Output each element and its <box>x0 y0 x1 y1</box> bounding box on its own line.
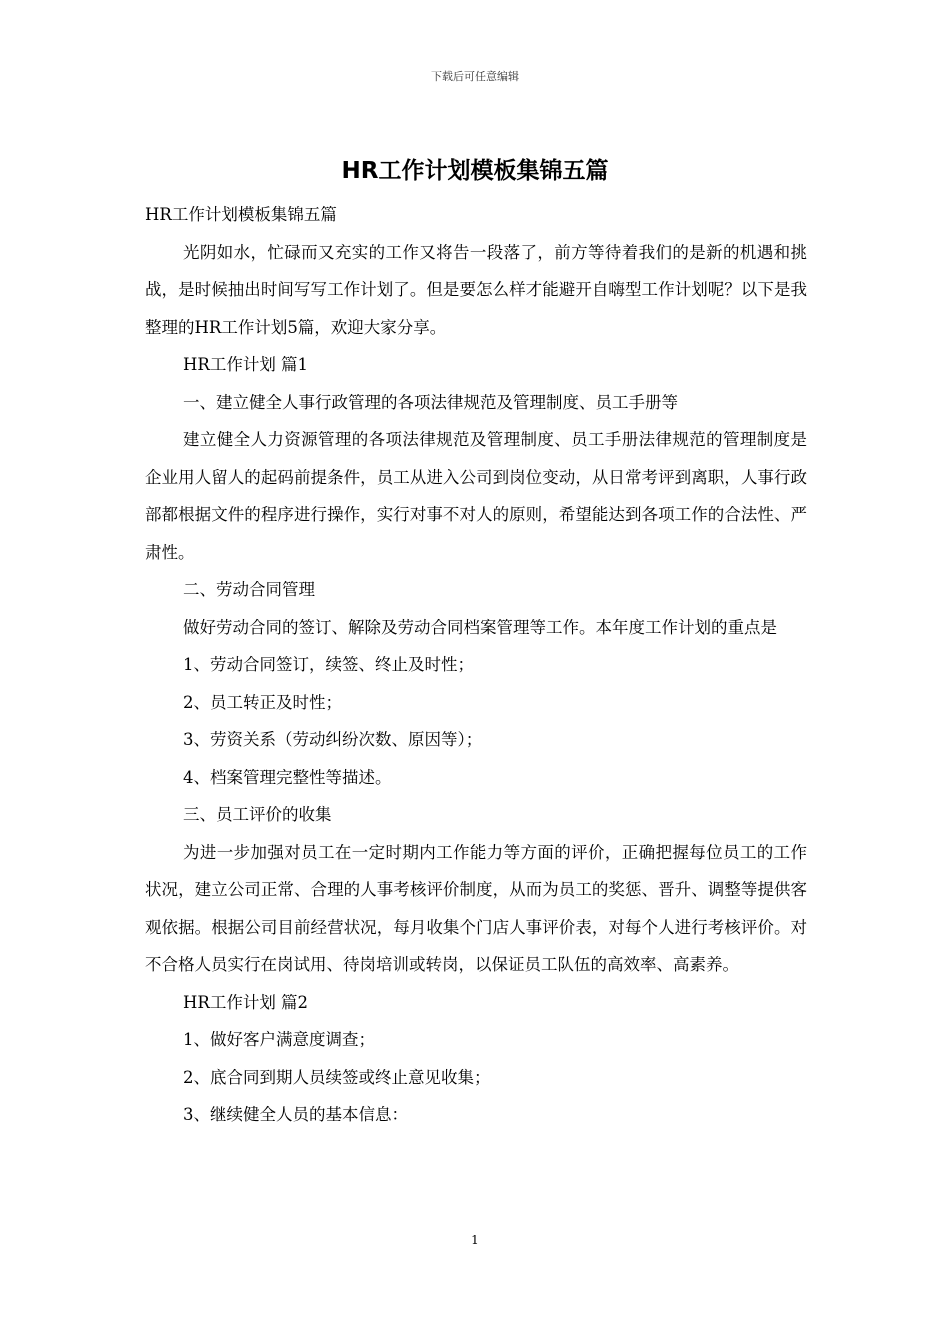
body-paragraph: 做好劳动合同的签订、解除及劳动合同档案管理等工作。本年度工作计划的重点是 <box>183 617 777 637</box>
list-item: 4、档案管理完整性等描述。 <box>183 767 392 787</box>
body-paragraph: 建立健全人力资源管理的各项法律规范及管理制度、员工手册法律规范的管理制度是企业用人留人的起码前提条件，员工从进入公司到岗位变动，从日常考评到离职，人事行政部都根据文件的程序进行操作，实行对事不对人的原则，希望能达到各项工作的合法性、严肃性。 <box>145 430 807 562</box>
header-note: 下载后可任意编辑 <box>431 70 519 83</box>
list-item: 1、劳动合同签订，续签、终止及时性； <box>183 655 474 674</box>
subtitle-paragraph: HR工作计划模板集锦五篇 <box>145 205 337 224</box>
heading-item-3: 三、员工评价的收集 <box>183 805 332 824</box>
list-item: 2、底合同到期人员续签或终止意见收集； <box>183 1067 491 1087</box>
heading-item-1: 一、建立健全人事行政管理的各项法律规范及管理制度、员工手册等 <box>183 392 678 412</box>
page-number: 1 <box>471 1233 479 1247</box>
list-item: 1、做好客户满意度调查； <box>183 1030 375 1049</box>
section-heading-part-2: HR工作计划 篇2 <box>183 992 309 1012</box>
document-body <box>145 196 807 1134</box>
heading-item-2: 二、劳动合同管理 <box>183 580 315 599</box>
intro-paragraph: 光阴如水，忙碌而又充实的工作又将告一段落了，前方等待着我们的是新的机遇和挑战，是时候抽出时间写写工作计划了。但是要怎么样才能避开自嗨型工作计划呢？以下是我整理的HR工作计划5篇，欢迎大家分享。 <box>145 242 807 337</box>
list-item: 2、员工转正及时性； <box>183 692 342 712</box>
list-item: 3、劳资关系（劳动纠纷次数、原因等）； <box>183 730 483 749</box>
list-item: 3、继续健全人员的基本信息： <box>183 1105 408 1124</box>
document-title: HR工作计划模板集锦五篇 <box>341 158 609 184</box>
section-heading-part-1: HR工作计划 篇1 <box>183 355 309 374</box>
body-paragraph: 为进一步加强对员工在一定时期内工作能力等方面的评价，正确把握每位员工的工作状况，建立公司正常、合理的人事考核评价制度，从而为员工的奖惩、晋升、调整等提供客观依据。根据公司目前经营状况，每月收集个门店人事评价表，对每个人进行考核评价。对不合格人员实行在岗试用、待岗培训或转岗，以保证员工队伍的高效率、高素养。 <box>145 842 807 974</box>
